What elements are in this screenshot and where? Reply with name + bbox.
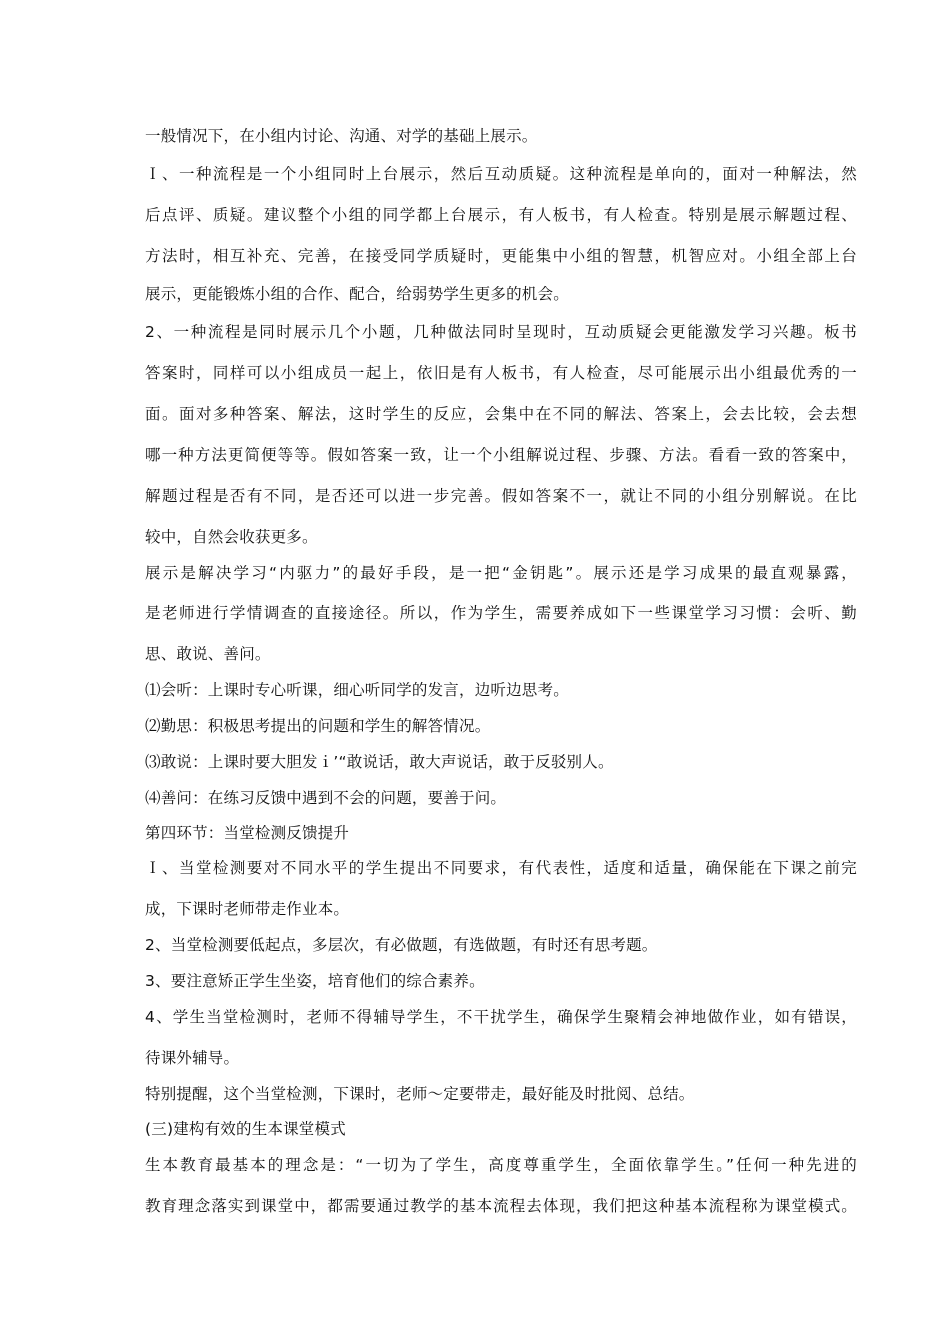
flow-1-line-2: 后点评、质疑。建议整个小组的同学都上台展示，有人板书，有人检查。特别是展示解题过程、 — [145, 206, 857, 224]
display-para-line-1: 展示是解决学习“内驱力”的最好手段，是一把“金钥匙”。展示还是学习成果的最直观暴露， — [145, 564, 857, 582]
habit-think: ⑵勤思：积极思考提出的问题和学生的解答情况。 — [145, 717, 491, 735]
special-reminder: 特别提醒，这个当堂检测，下课时，老师～定要带走，最好能及时批阅、总结。 — [145, 1085, 695, 1103]
section-heading-4: 第四环节：当堂检测反馈提升 — [145, 824, 350, 842]
display-para-line-3: 思、敢说、善问。 — [145, 645, 271, 663]
test-item-3: 3、要注意矫正学生坐姿，培育他们的综合素养。 — [145, 972, 485, 990]
flow-2-line-3: 面。面对多种答案、解法，这时学生的反应，会集中在不同的解法、答案上，会去比较，会去想 — [145, 405, 857, 423]
test-item-1-line-2: 成，下课时老师带走作业本。 — [145, 900, 350, 918]
flow-1-line-1: Ｉ、一种流程是一个小组同时上台展示，然后互动质疑。这种流程是单向的，面对一种解法，然 — [145, 165, 857, 183]
habit-speak: ⑶敢说：上课时要大胆发ｉ’“敢说话，敢大声说话，敢于反驳别人。 — [145, 753, 614, 771]
flow-1-line-3: 方法时，相互补充、完善，在接受同学质疑时，更能集中小组的智慧，机智应对。小组全部上台 — [145, 247, 857, 265]
test-item-4-line-2: 待课外辅导。 — [145, 1049, 240, 1067]
section-heading-3: (三)建构有效的生本课堂模式 — [145, 1120, 346, 1138]
habit-ask: ⑷善问：在练习反馈中遇到不会的问题，要善于问。 — [145, 789, 507, 807]
flow-2-line-1: 2、一种流程是同时展示几个小题，几种做法同时呈现时，互动质疑会更能激发学习兴趣。板书 — [145, 323, 857, 341]
display-para-line-2: 是老师进行学情调查的直接途径。所以，作为学生，需要养成如下一些课堂学习习惯：会听、勤 — [145, 604, 857, 622]
flow-2-line-4: 哪一种方法更简便等等。假如答案一致，让一个小组解说过程、步骤、方法。看看一致的答案中， — [145, 446, 857, 464]
test-item-4-line-1: 4、学生当堂检测时，老师不得辅导学生，不干扰学生，确保学生聚精会神地做作业，如有错误， — [145, 1008, 857, 1026]
flow-2-line-5: 解题过程是否有不同，是否还可以进一步完善。假如答案不一，就让不同的小组分别解说。在比 — [145, 487, 857, 505]
concept-line-2: 教育理念落实到课堂中，都需要通过教学的基本流程去体现，我们把这种基本流程称为课堂模式。 — [145, 1197, 857, 1215]
paragraph-intro: 一般情况下，在小组内讨论、沟通、对学的基础上展示。 — [145, 127, 538, 145]
habit-listen: ⑴会听：上课时专心听课，细心听同学的发言，边听边思考。 — [145, 681, 569, 699]
test-item-2: 2、当堂检测要低起点，多层次，有必做题，有选做题，有时还有思考题。 — [145, 936, 658, 954]
test-item-1-line-1: Ｉ、当堂检测要对不同水平的学生提出不同要求，有代表性，适度和适量，确保能在下课之前完 — [145, 859, 857, 877]
flow-2-line-2: 答案时，同样可以小组成员一起上，依旧是有人板书，有人检查，尽可能展示出小组最优秀的一 — [145, 364, 857, 382]
flow-2-line-6: 较中，自然会收获更多。 — [145, 528, 318, 546]
flow-1-line-4: 展示，更能锻炼小组的合作、配合，给弱势学生更多的机会。 — [145, 285, 569, 303]
concept-line-1: 生本教育最基本的理念是：“一切为了学生，高度尊重学生，全面依靠学生。”任何一种先进的 — [145, 1156, 857, 1174]
